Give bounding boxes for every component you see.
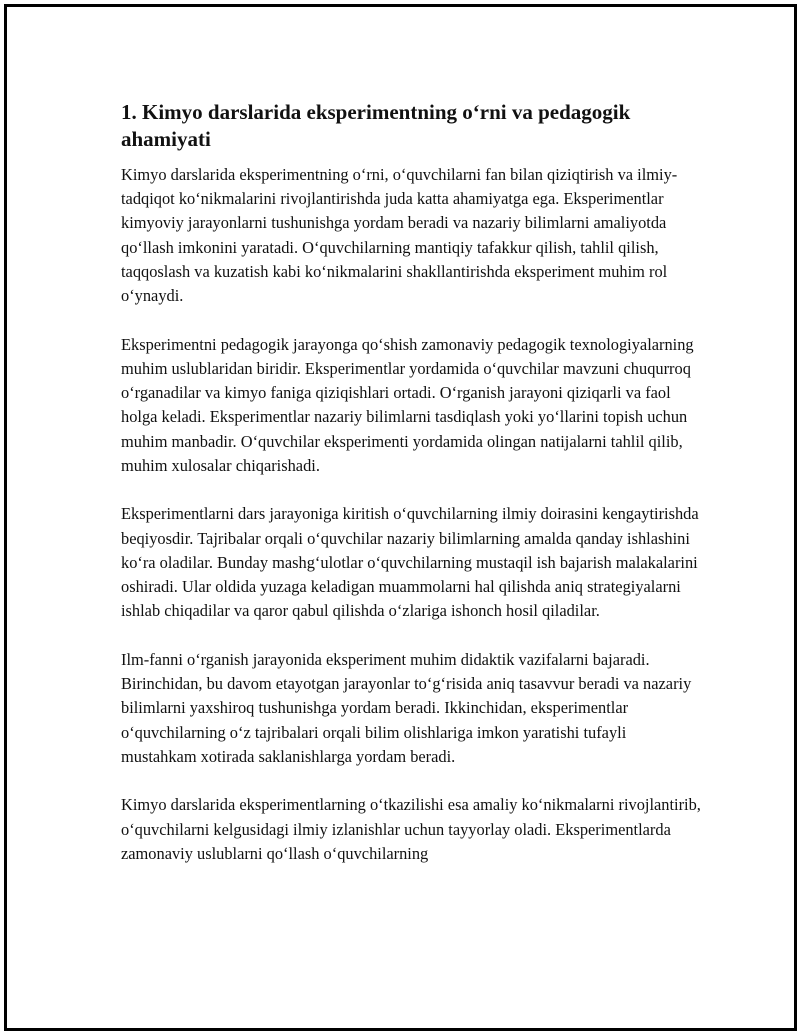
- paragraph-3: Eksperimentlarni dars jarayoniga kiritish o‘quvchilarning ilmiy doirasini kengaytirishda beqiyosdir. Tajribalar orqali o‘quvchilar nazariy bilimlarning amalda qanday ishlashini ko‘ra oladilar. Bunday mashg‘ulotlar o‘quvchilarning mustaqil ish bajarish malakalarini oshiradi. Ular oldida yuzaga keladigan muammolarni hal qilishda aniq strategiyalarni ishlab chiqadilar va qaror qabul qilishda o‘zlariga ishonch hosil qiladilar.: [121, 504, 699, 621]
- page-frame: [4, 4, 797, 1031]
- paragraph-5: Kimyo darslarida eksperimentlarning o‘tkazilishi esa amaliy ko‘nikmalarni rivojlantirib, o‘quvchilarni kelgusidagi ilmiy izlanishlar uchun tayyorlay oladi. Eksperimentlarda zamonaviy uslublarni qo‘llash o‘quvchilarning: [121, 795, 701, 863]
- paragraph-4: Ilm-fanni o‘rganish jarayonida eksperiment muhim didaktik vazifalarni bajaradi. Birinchidan, bu davom etayotgan jarayonlar to‘g‘risida aniq tasavvur beradi va nazariy bilimlarni yaxshiroq tushunishga yordam beradi. Ikkinchidan, eksperimentlar o‘quvchilarning o‘z tajribalari orqali bilim olishlariga imkon yaratishi tufayli mustahkam xotirada saklanishlarga yordam beradi.: [121, 649, 692, 766]
- paragraph-1: Kimyo darslarida eksperimentning o‘rni, o‘quvchilarni fan bilan qiziqtirish va ilmiy-tadqiqot ko‘nikmalarini rivojlantirishda juda katta ahamiyatga ega. Eksperimentlar kimyoviy jarayonlarni tushunishga yordam beradi va nazariy bilimlarni amaliyotda qo‘llash imkonini yaratadi. O‘quvchilarning mantiqiy tafakkur qilish, tahlil qilish, taqqoslash va kuzatish kabi ko‘nikmalarini shakllantirishda eksperiment muhim rol o‘ynaydi.: [121, 165, 678, 306]
- document-body: [121, 99, 701, 891]
- paragraph-2: Eksperimentni pedagogik jarayonga qo‘shish zamonaviy pedagogik texnologiyalarning muhim uslublaridan biridir. Eksperimentlar yordamida o‘quvchilar mavzuni chuqurroq o‘rganadilar va kimyo faniga qiziqishlari ortadi. O‘rganish jarayoni qiziqarli va faol holga keladi. Eksperimentlar nazariy bilimlarni tasdiqlash yoki yo‘llarini topish uchun muhim manbadir. O‘quvchilar eksperimenti yordamida olingan natijalarni tahlil qilib, muhim xulosalar chiqarishadi.: [121, 334, 694, 475]
- section-heading: 1. Kimyo darslarida eksperimentning o‘rni va pedagogik ahamiyati: [121, 100, 631, 151]
